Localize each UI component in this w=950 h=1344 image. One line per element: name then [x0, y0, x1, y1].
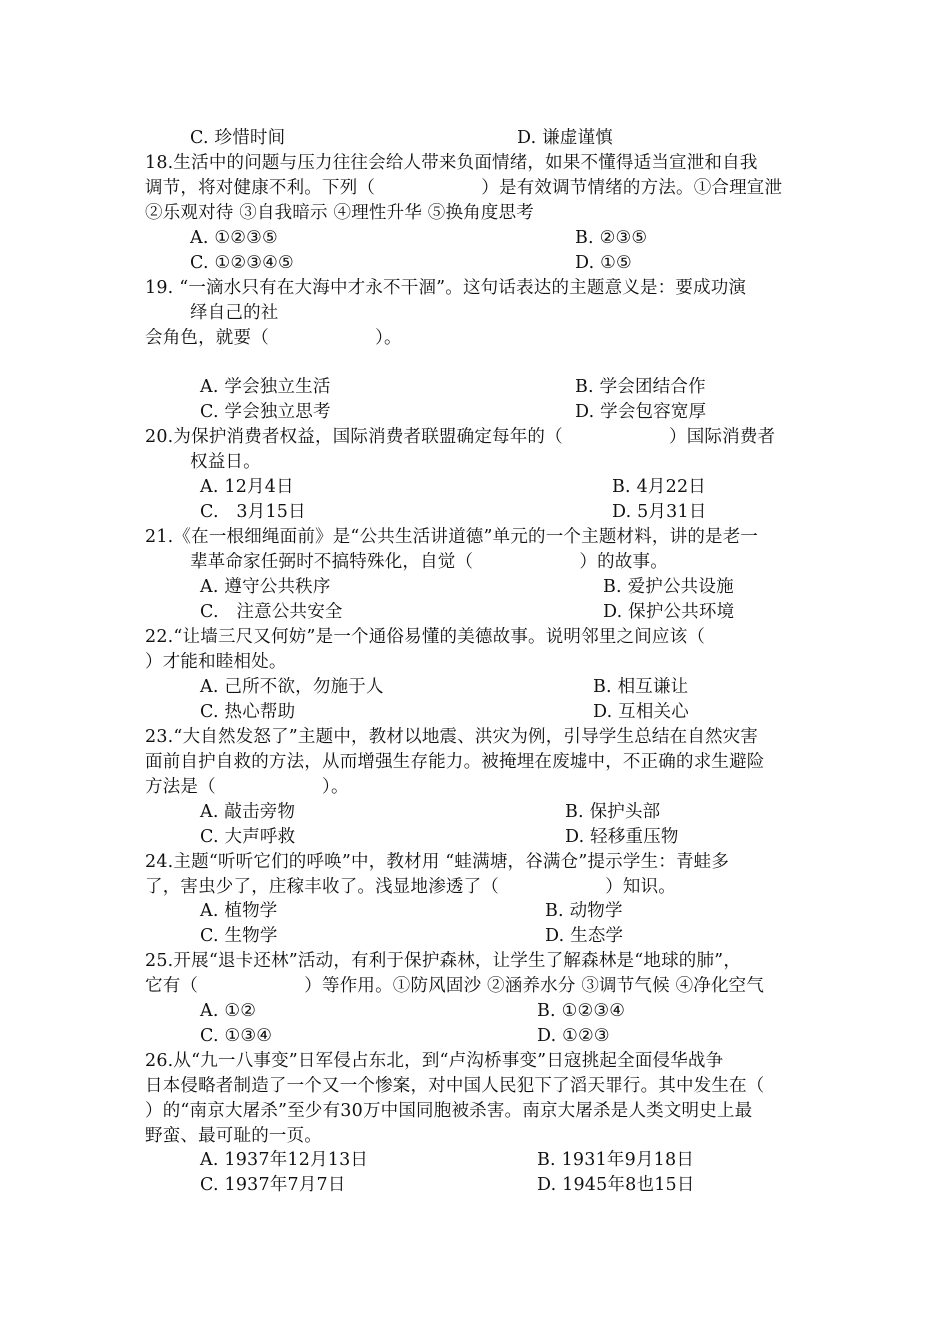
- q17-option-c: C. 珍惜时间: [190, 128, 286, 148]
- q19-option-a: A. 学会独立生活: [200, 377, 331, 397]
- q23-stem-line1: 23.“大自然发怒了”主题中，教材以地震、洪灾为例，引导学生总结在自然灾害: [145, 727, 759, 747]
- q18-stem-line3: ②乐观对待 ③自我暗示 ④理性升华 ⑤换角度思考: [145, 203, 534, 223]
- q24-option-b: B. 动物学: [545, 901, 623, 921]
- q20-stem-line2: 权益日。: [190, 452, 261, 472]
- q26-option-c: C. 1937年7月7日: [200, 1175, 346, 1195]
- q20-stem-line1: 20.为保护消费者权益，国际消费者联盟确定每年的（ ）国际消费者: [145, 427, 776, 447]
- q19-stem-line3: 会角色，就要（ ）。: [145, 328, 402, 348]
- q18-option-a: A. ①②③⑤: [190, 228, 278, 248]
- q25-option-a: A. ①②: [200, 1001, 257, 1021]
- q25-option-d: D. ①②③: [537, 1026, 610, 1046]
- q22-stem-line2: ）才能和睦相处。: [145, 652, 287, 672]
- q26-stem-line3: ）的“南京大屠杀”至少有30万中国同胞被杀害。南京大屠杀是人类文明史上最: [145, 1101, 753, 1121]
- q19-option-c: C. 学会独立思考: [200, 402, 331, 422]
- q24-option-a: A. 植物学: [200, 901, 278, 921]
- q25-option-b: B. ①②③④: [537, 1001, 626, 1021]
- q25-stem-line2: 它有（ ）等作用。①防风固沙 ②涵养水分 ③调节气候 ④净化空气: [145, 976, 765, 996]
- q21-option-a: A. 遵守公共秩序: [200, 577, 331, 597]
- q18-option-b: B. ②③⑤: [575, 228, 648, 248]
- q21-option-c: C. 注意公共安全: [200, 602, 343, 622]
- q20-option-b: B. 4月22日: [612, 477, 706, 497]
- q24-option-d: D. 生态学: [545, 926, 624, 946]
- q22-option-b: B. 相互谦让: [593, 677, 689, 697]
- q22-stem-line1: 22.“让墙三尺又何妨”是一个通俗易懂的美德故事。说明邻里之间应该（: [145, 627, 706, 647]
- q17-option-d: D. 谦虚谨慎: [517, 128, 613, 148]
- q26-option-a: A. 1937年12月13日: [200, 1150, 369, 1170]
- q20-option-d: D. 5月31日: [612, 502, 707, 522]
- q18-option-d: D. ①⑤: [575, 253, 632, 273]
- q23-option-a: A. 敲击旁物: [200, 802, 296, 822]
- q19-stem-line2: 绎自己的社: [190, 303, 279, 323]
- q23-stem-line2: 面前自护自救的方法，从而增强生存能力。被掩埋在废墟中，不正确的求生避险: [145, 752, 765, 772]
- q22-option-d: D. 互相关心: [593, 702, 689, 722]
- q22-option-a: A. 己所不欲，勿施于人: [200, 677, 384, 697]
- q20-option-a: A. 12月4日: [200, 477, 294, 497]
- q23-option-c: C. 大声呼救: [200, 827, 296, 847]
- q24-stem-line2: 了，害虫少了，庄稼丰收了。浅显地渗透了（ ）知识。: [145, 877, 676, 897]
- q26-stem-line2: 日本侵略者制造了一个又一个惨案，对中国人民犯下了滔天罪行。其中发生在（: [145, 1076, 765, 1096]
- q25-stem-line1: 25.开展“退卡还林”活动，有利于保护森林，让学生了解森林是“地球的肺”，: [145, 951, 742, 971]
- q19-option-b: B. 学会团结合作: [575, 377, 706, 397]
- q21-stem-line2: 辈革命家任弼时不搞特殊化，自觉（ ）的故事。: [190, 552, 668, 572]
- q24-option-c: C. 生物学: [200, 926, 278, 946]
- q21-option-d: D. 保护公共环境: [603, 602, 735, 622]
- q26-option-b: B. 1931年9月18日: [537, 1150, 695, 1170]
- q25-option-c: C. ①③④: [200, 1026, 273, 1046]
- q18-stem-line2: 调节，将对健康不利。下列（ ）是有效调节情绪的方法。①合理宣泄: [145, 178, 783, 198]
- q24-stem-line1: 24.主题“听听它们的呼唤”中，教材用 “蛙满塘，谷满仓”提示学生：青蛙多: [145, 852, 730, 872]
- q26-stem-line1: 26.从“九一八事变”日军侵占东北，到“卢沟桥事变”日寇挑起全面侵华战争: [145, 1051, 724, 1071]
- q19-stem-line1: 19. “一滴水只有在大海中才永不干涸”。这句话表达的主题意义是：要成功演: [145, 278, 747, 298]
- q23-option-b: B. 保护头部: [565, 802, 661, 822]
- q26-option-d: D. 1945年8也15日: [537, 1175, 695, 1195]
- q21-option-b: B. 爱护公共设施: [603, 577, 734, 597]
- q26-stem-line4: 野蛮、最可耻的一页。: [145, 1126, 322, 1146]
- q23-stem-line3: 方法是（ ）。: [145, 777, 349, 797]
- q18-option-c: C. ①②③④⑤: [190, 253, 294, 273]
- q22-option-c: C. 热心帮助: [200, 702, 296, 722]
- q19-option-d: D. 学会包容宽厚: [575, 402, 707, 422]
- q18-stem-line1: 18.生活中的问题与压力往往会给人带来负面情绪，如果不懂得适当宣泄和自我: [145, 153, 758, 173]
- q21-stem-line1: 21.《在一根细绳面前》是“公共生活讲道德”单元的一个主题材料，讲的是老一: [145, 527, 759, 547]
- q20-option-c: C. 3月15日: [200, 502, 306, 522]
- q23-option-d: D. 轻移重压物: [565, 827, 679, 847]
